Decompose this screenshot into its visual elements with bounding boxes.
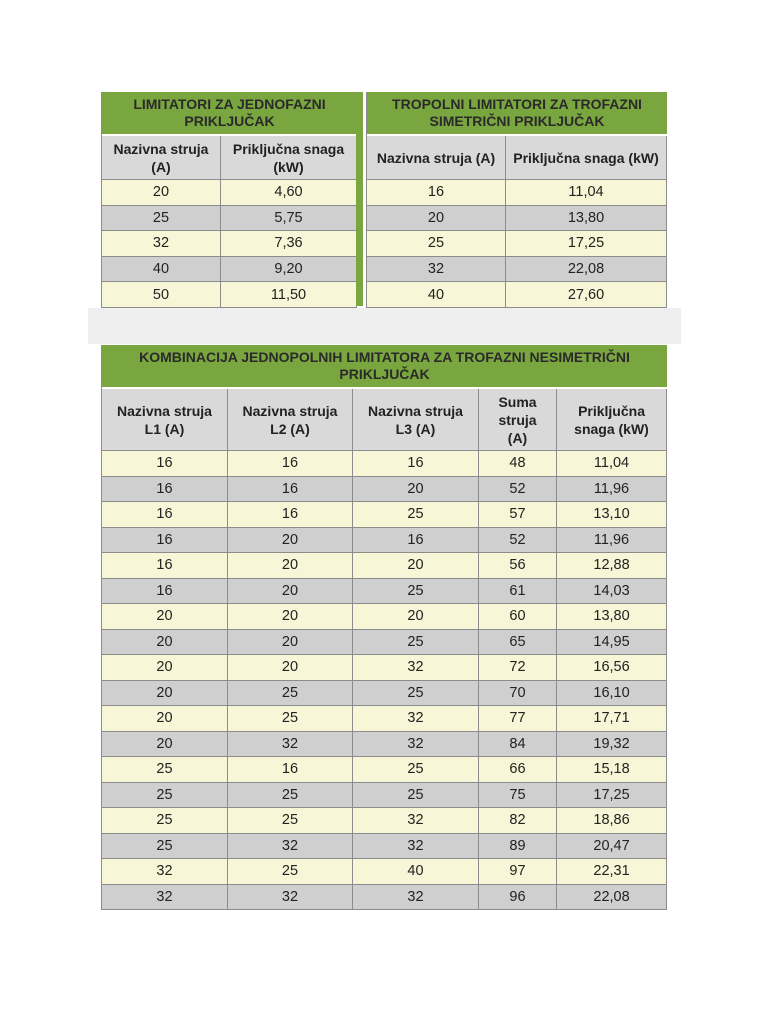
table-cell: 32 (102, 859, 228, 885)
table-cell: 32 (353, 732, 479, 758)
table-cell: 32 (228, 834, 353, 860)
table-cell: 20 (353, 477, 479, 503)
table-cell: 27,60 (506, 282, 667, 308)
table-cell: 40 (367, 282, 506, 308)
header-nazivna-struja-l2: Nazivna struja L2 (A) (228, 389, 353, 451)
table-cell: 25 (102, 808, 228, 834)
table-cell: 32 (102, 231, 221, 257)
table-cell: 12,88 (557, 553, 667, 579)
table-cell: 25 (228, 681, 353, 707)
table-cell: 16,56 (557, 655, 667, 681)
table-cell: 25 (353, 757, 479, 783)
single-phase-limiter-table (101, 92, 357, 308)
table-cell: 20 (228, 655, 353, 681)
table-cell: 72 (479, 655, 557, 681)
table-cell: 17,71 (557, 706, 667, 732)
table-row (367, 206, 667, 232)
table-row (102, 783, 667, 809)
table-cell: 16 (353, 528, 479, 554)
table-cell: 20 (353, 604, 479, 630)
table-cell: 32 (353, 706, 479, 732)
table-cell: 77 (479, 706, 557, 732)
table-cell: 16 (102, 553, 228, 579)
table-cell: 70 (479, 681, 557, 707)
table-cell: 25 (102, 757, 228, 783)
table-cell: 14,03 (557, 579, 667, 605)
table-cell: 16 (367, 180, 506, 206)
table-cell: 20 (228, 553, 353, 579)
combination-table-title: KOMBINACIJA JEDNOPOLNIH LIMITATORA ZA TROFAZNI NESIMETRIČNI PRIKLJUČAK (102, 345, 667, 389)
table-cell: 40 (353, 859, 479, 885)
table-cell: 20 (228, 579, 353, 605)
table-cell: 4,60 (221, 180, 357, 206)
table-row (102, 451, 667, 477)
table-row (102, 231, 357, 257)
separator-band (88, 308, 681, 344)
table-cell: 75 (479, 783, 557, 809)
combination-limiter-table (101, 345, 667, 910)
table-cell: 20 (102, 604, 228, 630)
table-cell: 16 (228, 477, 353, 503)
table-cell: 48 (479, 451, 557, 477)
table-cell: 32 (228, 885, 353, 911)
table-cell: 50 (102, 282, 221, 308)
table-cell: 25 (228, 783, 353, 809)
table-cell: 16 (228, 502, 353, 528)
table-cell: 25 (353, 579, 479, 605)
table-cell: 11,96 (557, 477, 667, 503)
three-phase-limiter-table (366, 92, 667, 308)
table-row (102, 477, 667, 503)
table-row (367, 180, 667, 206)
combination-table-body (102, 451, 667, 910)
three-phase-table-title: TROPOLNI LIMITATORI ZA TROFAZNI SIMETRIČNI PRIKLJUČAK (367, 92, 667, 136)
three-phase-table-body (367, 180, 667, 308)
table-cell: 20 (228, 528, 353, 554)
header-nazivna-struja: Nazivna struja (A) (102, 136, 221, 180)
table-cell: 22,08 (557, 885, 667, 911)
table-cell: 97 (479, 859, 557, 885)
table-row (102, 732, 667, 758)
table-cell: 16 (228, 757, 353, 783)
table-cell: 20 (228, 630, 353, 656)
table-row (102, 604, 667, 630)
table-cell: 25 (102, 834, 228, 860)
table-cell: 13,80 (506, 206, 667, 232)
table-cell: 89 (479, 834, 557, 860)
table-cell: 20 (102, 681, 228, 707)
table-cell: 56 (479, 553, 557, 579)
table-row (102, 706, 667, 732)
table-cell: 17,25 (506, 231, 667, 257)
table-cell: 32 (228, 732, 353, 758)
table-cell: 16 (353, 451, 479, 477)
table-cell: 20 (102, 706, 228, 732)
table-cell: 25 (228, 706, 353, 732)
table-cell: 52 (479, 477, 557, 503)
table-row (102, 757, 667, 783)
table-cell: 17,25 (557, 783, 667, 809)
table-cell: 32 (367, 257, 506, 283)
table-cell: 32 (353, 885, 479, 911)
table-row (102, 808, 667, 834)
header-suma-struja: Suma struja (A) (479, 389, 557, 451)
table-row (102, 553, 667, 579)
table-cell: 16 (228, 451, 353, 477)
table-row (102, 282, 357, 308)
table-row (367, 257, 667, 283)
header-nazivna-struja-l3: Nazivna struja L3 (A) (353, 389, 479, 451)
table-cell: 96 (479, 885, 557, 911)
table-cell: 13,80 (557, 604, 667, 630)
table-cell: 20 (367, 206, 506, 232)
table-cell: 15,18 (557, 757, 667, 783)
table-cell: 14,95 (557, 630, 667, 656)
table-row (102, 655, 667, 681)
table-cell: 25 (353, 502, 479, 528)
table-cell: 25 (102, 206, 221, 232)
table-cell: 18,86 (557, 808, 667, 834)
table-cell: 25 (353, 783, 479, 809)
table-cell: 60 (479, 604, 557, 630)
header-prikljucna-snaga: Priključna snaga (kW) (557, 389, 667, 451)
table-cell: 16,10 (557, 681, 667, 707)
table-cell: 25 (353, 630, 479, 656)
table-cell: 22,31 (557, 859, 667, 885)
table-row (102, 630, 667, 656)
table-row (367, 231, 667, 257)
table-row (102, 579, 667, 605)
header-prikljucna-snaga: Priključna snaga (kW) (506, 136, 667, 180)
table-cell: 32 (353, 834, 479, 860)
table-cell: 32 (353, 808, 479, 834)
table-cell: 11,04 (557, 451, 667, 477)
table-cell: 20 (102, 655, 228, 681)
table-row (367, 282, 667, 308)
table-row (102, 681, 667, 707)
table-cell: 52 (479, 528, 557, 554)
table-cell: 84 (479, 732, 557, 758)
table-cell: 25 (228, 808, 353, 834)
table-cell: 65 (479, 630, 557, 656)
single-phase-table-body (102, 180, 357, 308)
table-cell: 5,75 (221, 206, 357, 232)
table-cell: 16 (102, 502, 228, 528)
table-row (102, 180, 357, 206)
table-cell: 9,20 (221, 257, 357, 283)
table-cell: 66 (479, 757, 557, 783)
table-cell: 25 (367, 231, 506, 257)
header-nazivna-struja: Nazivna struja (A) (367, 136, 506, 180)
table-cell: 25 (228, 859, 353, 885)
table-cell: 40 (102, 257, 221, 283)
table-row (102, 834, 667, 860)
table-row (102, 502, 667, 528)
table-cell: 25 (102, 783, 228, 809)
table-cell: 20 (102, 732, 228, 758)
table-cell: 20 (228, 604, 353, 630)
table-cell: 7,36 (221, 231, 357, 257)
table-cell: 22,08 (506, 257, 667, 283)
table-cell: 11,50 (221, 282, 357, 308)
table-row (102, 885, 667, 911)
table-cell: 20 (102, 180, 221, 206)
table-cell: 16 (102, 579, 228, 605)
table-cell: 11,04 (506, 180, 667, 206)
header-prikljucna-snaga: Priključna snaga (kW) (221, 136, 357, 180)
table-cell: 32 (353, 655, 479, 681)
table-cell: 82 (479, 808, 557, 834)
table-row (102, 257, 357, 283)
table-cell: 16 (102, 451, 228, 477)
table-row (102, 859, 667, 885)
table-row (102, 528, 667, 554)
table-cell: 61 (479, 579, 557, 605)
single-phase-table-title: LIMITATORI ZA JEDNOFAZNI PRIKLJUČAK (102, 92, 357, 136)
table-row (102, 206, 357, 232)
table-cell: 16 (102, 477, 228, 503)
table-cell: 25 (353, 681, 479, 707)
table-divider (356, 92, 363, 306)
table-cell: 32 (102, 885, 228, 911)
table-cell: 20,47 (557, 834, 667, 860)
table-cell: 13,10 (557, 502, 667, 528)
table-cell: 20 (102, 630, 228, 656)
table-cell: 19,32 (557, 732, 667, 758)
table-cell: 57 (479, 502, 557, 528)
table-cell: 16 (102, 528, 228, 554)
header-nazivna-struja-l1: Nazivna struja L1 (A) (102, 389, 228, 451)
table-cell: 11,96 (557, 528, 667, 554)
table-cell: 20 (353, 553, 479, 579)
